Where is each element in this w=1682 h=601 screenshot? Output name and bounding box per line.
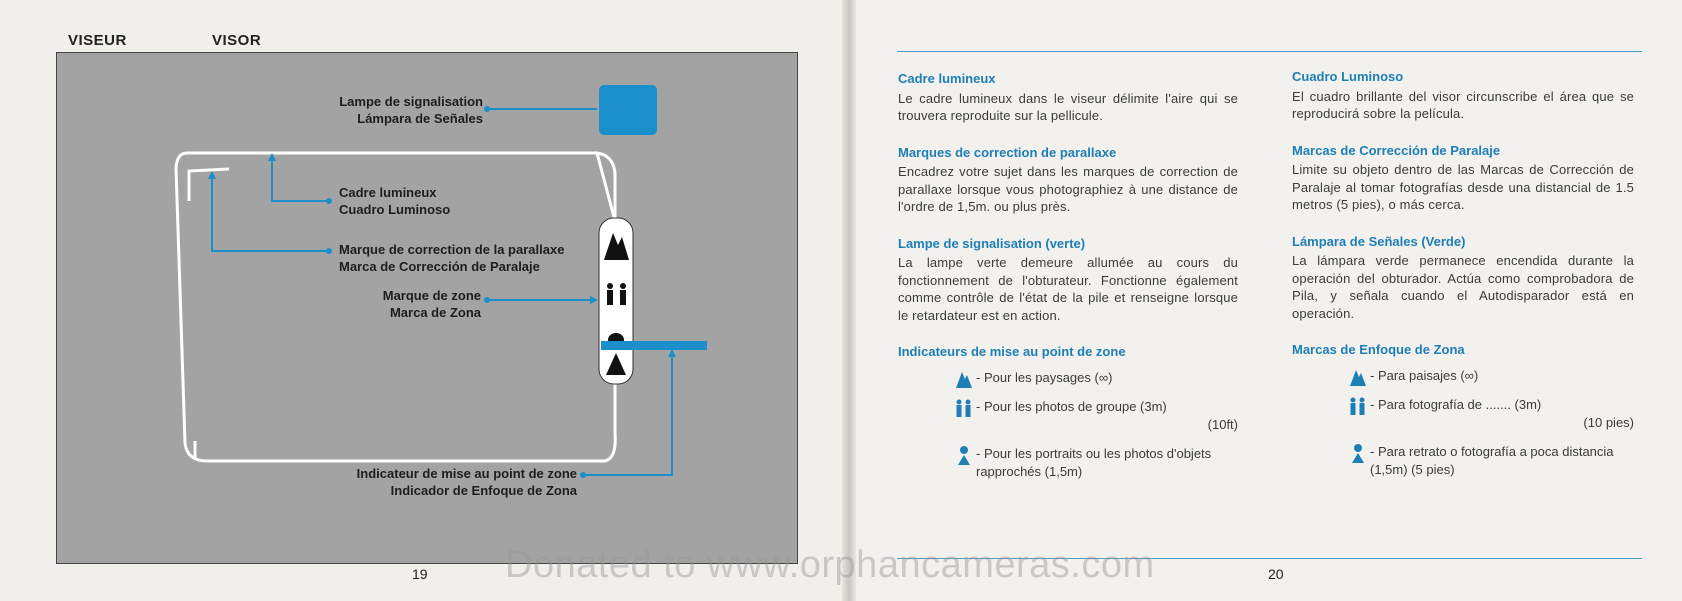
fr-section-title: Cadre lumineux [898,71,996,86]
header-visor: VISOR [212,32,262,49]
mountain-icon [1348,367,1368,387]
focus-indicator-bar [601,341,707,350]
spanish-column [1292,68,1634,490]
es-section-title: Cuadro Luminoso [1292,69,1404,84]
es-zone-item: - Para paisajes (∞) [1292,367,1634,385]
label-zone: Marque de zone Marca de Zona [382,288,481,320]
es-section-body: Limite su objeto dentro de las Marcas de Corrección de Paralaje al tomar fotografías desde una distancial de 1.5 metros (5 pies), o más cerca. [1292,162,1634,212]
es-section-body: El cuadro brillante del visor circunscribe el área que se reproducirá sobre la película. [1292,88,1634,121]
fr-zone-item: - Pour les photos de groupe (3m) (10ft) [898,398,1238,433]
viewfinder-diagram [56,52,798,564]
fr-section-body: La lampe verte demeure allumée au cours du fonctionnement de l'obturateur. Fonctionne également comme contrôle de l'état de la pile et renseigne lorsque le retardateur est en action. [898,255,1238,323]
french-column [898,70,1238,492]
label-lamp: Lampe de signalisation Lámpara de Señales [339,94,483,126]
label-frame: Cadre lumineux Cuadro Luminoso [339,185,451,217]
fr-zone-item: - Pour les paysages (∞) [898,369,1238,387]
book-gutter [842,0,856,601]
label-indicator: Indicateur de mise au point de zone Indicador de Enfoque de Zona [356,466,577,498]
es-zone-item: - Para retrato o fotografía a poca distancia (1,5m) (5 pies) [1292,443,1634,478]
es-section-body: La lámpara verde permanece encendida durante la operación del obturador. Actúa como comprobadora de Pila, y señala cuando el Autodisparador está en operación. [1292,253,1634,321]
fr-section-body: Encadrez votre sujet dans les marques de correction de parallaxe lorsque vous photographiez à une distance de l'ordre de 1,5m. ou plus près. [898,164,1238,214]
label-parallax: Marque de correction de la parallaxe Marca de Corrección de Paralaje [339,242,565,274]
es-section-title: Marcas de Corrección de Paralaje [1292,142,1501,158]
fr-section-title: Lampe de signalisation (verte) [898,235,1086,251]
group-icon [1348,396,1368,416]
es-zone-title: Marcas de Enfoque de Zona [1292,342,1465,357]
fr-section-title: Marques de correction de parallaxe [898,144,1117,160]
fr-zone-item: - Pour les portraits ou les photos d'objets rapprochés (1,5m) [898,445,1238,480]
parallax-corner-mark [189,169,229,201]
header-viseur: VISEUR [68,32,127,49]
signal-lamp [599,85,657,135]
top-rule [897,51,1642,52]
portrait-icon [954,445,974,465]
group-icon [954,398,974,418]
page-number-right: 20 [1268,566,1284,582]
es-zone-item: - Para fotografía de ....... (3m) (10 pies) [1292,396,1634,431]
mountain-icon [954,369,974,389]
portrait-icon [1348,443,1368,463]
fr-zone-title: Indicateurs de mise au point de zone [898,344,1126,359]
page-number-left: 19 [412,566,428,582]
es-section-title: Lámpara de Señales (Verde) [1292,233,1466,249]
watermark: Donated to www.orphancameras.com [505,544,1155,586]
fr-section-body: Le cadre lumineux dans le viseur délimite l'aire qui se trouvera reproduite sur la pellicule. [898,90,1238,123]
